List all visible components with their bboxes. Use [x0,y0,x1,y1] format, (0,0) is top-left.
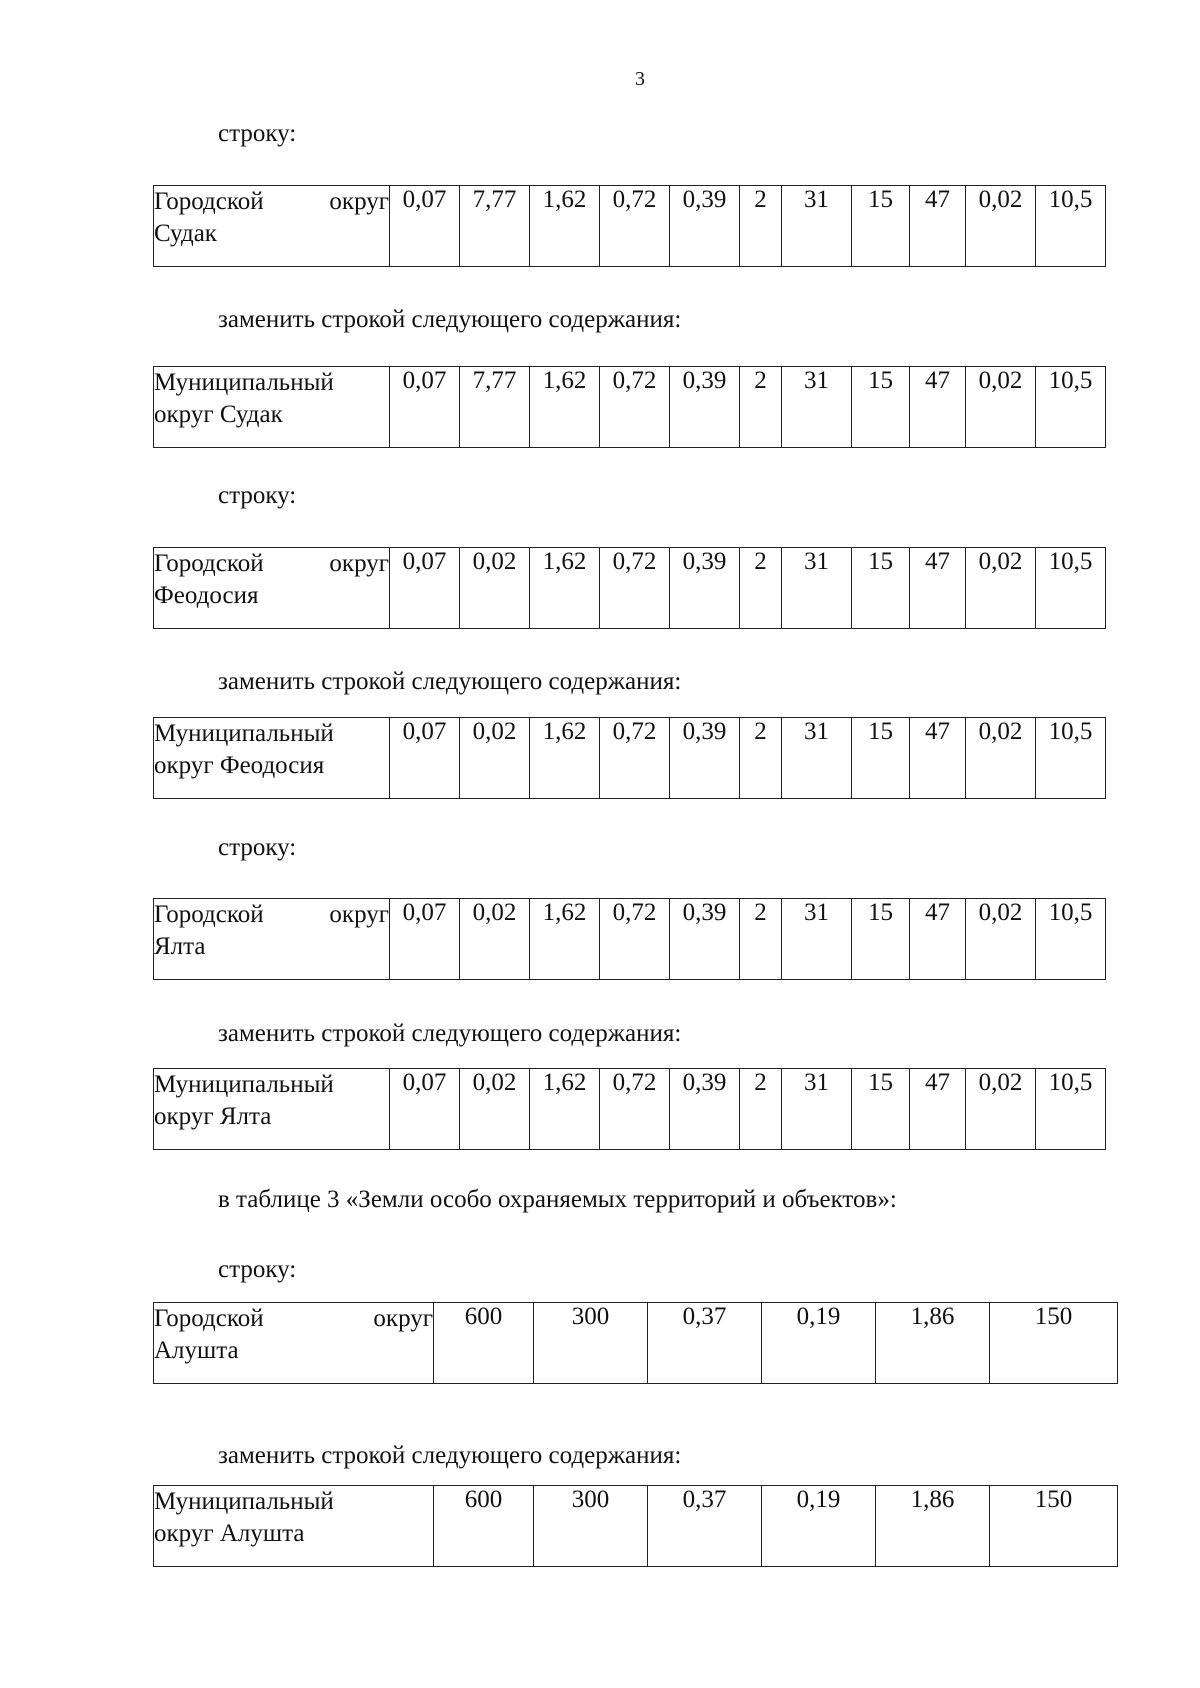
value-cell: 47 [910,1069,966,1150]
name-word: Муниципальный [154,1071,334,1098]
value-cell: 1,62 [530,899,600,980]
instruction-line: заменить строкой следующего содержания: [218,668,682,695]
value-cell: 600 [434,1303,534,1384]
value-cell: 10,5 [1036,186,1106,267]
value-cell: 300 [534,1486,648,1567]
data-table [153,547,1106,629]
name-second-line: Судак [154,220,217,247]
instruction-line: заменить строкой следующего содержания: [218,1442,682,1469]
name-word: округ [373,1305,433,1332]
value-cell: 47 [910,899,966,980]
value-cell: 47 [910,548,966,629]
section-intro: в таблице 3 «Земли особо охраняемых территорий и объектов»: [218,1186,897,1213]
value-cell: 0,02 [966,1069,1036,1150]
municipality-name-cell [154,367,390,448]
value-cell: 0,72 [600,548,670,629]
municipality-name-cell [154,1069,390,1150]
instruction-line: строку: [218,120,297,147]
table-row [154,548,1106,629]
value-cell: 10,5 [1036,718,1106,799]
value-cell: 0,72 [600,899,670,980]
value-cell: 0,02 [460,718,530,799]
value-cell: 1,62 [530,718,600,799]
value-cell: 2 [740,186,782,267]
name-word: Муниципальный [154,1488,334,1515]
value-cell: 7,77 [460,186,530,267]
municipality-name-cell [154,186,390,267]
name-word: Городской [154,901,264,928]
value-cell: 15 [852,548,910,629]
name-word: округ [329,188,389,215]
value-cell: 1,62 [530,186,600,267]
value-cell: 2 [740,899,782,980]
value-cell: 0,39 [670,548,740,629]
value-cell: 0,07 [390,186,460,267]
value-cell: 31 [782,718,852,799]
table-row [154,1486,1118,1567]
value-cell: 0,72 [600,186,670,267]
name-word: округ [329,901,389,928]
value-cell: 15 [852,1069,910,1150]
value-cell: 31 [782,367,852,448]
value-cell: 2 [740,367,782,448]
value-cell: 47 [910,718,966,799]
name-word: округ [329,550,389,577]
value-cell: 15 [852,899,910,980]
value-cell: 0,39 [670,718,740,799]
value-cell: 0,07 [390,718,460,799]
value-cell: 2 [740,548,782,629]
value-cell: 0,07 [390,899,460,980]
table-row [154,367,1106,448]
value-cell: 0,02 [460,548,530,629]
value-cell: 2 [740,1069,782,1150]
value-cell: 0,02 [966,718,1036,799]
value-cell: 31 [782,186,852,267]
municipality-name-cell [154,718,390,799]
value-cell: 0,02 [966,548,1036,629]
value-cell: 1,62 [530,548,600,629]
data-table [153,717,1106,799]
data-table [153,1302,1118,1384]
name-word: Городской [154,550,264,577]
value-cell: 10,5 [1036,1069,1106,1150]
instruction-line: заменить строкой следующего содержания: [218,1020,682,1047]
municipality-name-cell [154,548,390,629]
data-table [153,185,1106,267]
value-cell: 31 [782,548,852,629]
page-number: 3 [635,68,645,90]
value-cell: 31 [782,899,852,980]
value-cell: 150 [990,1303,1118,1384]
value-cell: 600 [434,1486,534,1567]
municipality-name-cell [154,899,390,980]
data-table [153,1068,1106,1150]
value-cell: 0,39 [670,1069,740,1150]
value-cell: 0,39 [670,899,740,980]
value-cell: 0,02 [966,367,1036,448]
value-cell: 10,5 [1036,367,1106,448]
name-word: Муниципальный [154,369,334,396]
data-table [153,898,1106,980]
value-cell: 0,39 [670,367,740,448]
table-row [154,899,1106,980]
value-cell: 0,02 [966,899,1036,980]
name-word: Городской [154,188,264,215]
value-cell: 10,5 [1036,899,1106,980]
value-cell: 31 [782,1069,852,1150]
table-row [154,1303,1118,1384]
value-cell: 0,72 [600,367,670,448]
value-cell: 47 [910,367,966,448]
instruction-line: строку: [218,1256,297,1283]
instruction-line: заменить строкой следующего содержания: [218,306,682,333]
name-second-line: округ Феодосия [154,752,325,779]
value-cell: 300 [534,1303,648,1384]
value-cell: 0,02 [966,186,1036,267]
value-cell: 1,62 [530,367,600,448]
table-row [154,718,1106,799]
instruction-line: строку: [218,834,297,861]
data-table [153,1485,1118,1567]
name-second-line: округ Судак [154,401,283,428]
value-cell: 47 [910,186,966,267]
value-cell: 2 [740,718,782,799]
value-cell: 0,02 [460,899,530,980]
value-cell: 15 [852,186,910,267]
value-cell: 7,77 [460,367,530,448]
value-cell: 150 [990,1486,1118,1567]
value-cell: 0,19 [762,1486,876,1567]
name-word: Городской [154,1305,264,1332]
table-row [154,186,1106,267]
municipality-name-cell [154,1303,434,1384]
municipality-name-cell [154,1486,434,1567]
value-cell: 0,02 [460,1069,530,1150]
data-table [153,366,1106,448]
value-cell: 0,37 [648,1486,762,1567]
value-cell: 0,07 [390,367,460,448]
name-second-line: округ Алушта [154,1520,305,1547]
name-second-line: округ Ялта [154,1103,272,1130]
value-cell: 1,86 [876,1303,990,1384]
value-cell: 0,07 [390,548,460,629]
value-cell: 0,39 [670,186,740,267]
value-cell: 10,5 [1036,548,1106,629]
value-cell: 1,62 [530,1069,600,1150]
name-second-line: Феодосия [154,582,259,609]
value-cell: 15 [852,718,910,799]
name-word: Муниципальный [154,720,334,747]
table-row [154,1069,1106,1150]
instruction-line: строку: [218,482,297,509]
value-cell: 1,86 [876,1486,990,1567]
value-cell: 0,07 [390,1069,460,1150]
value-cell: 0,72 [600,718,670,799]
name-second-line: Ялта [154,933,206,960]
value-cell: 0,72 [600,1069,670,1150]
value-cell: 0,19 [762,1303,876,1384]
value-cell: 0,37 [648,1303,762,1384]
value-cell: 15 [852,367,910,448]
name-second-line: Алушта [154,1337,239,1364]
